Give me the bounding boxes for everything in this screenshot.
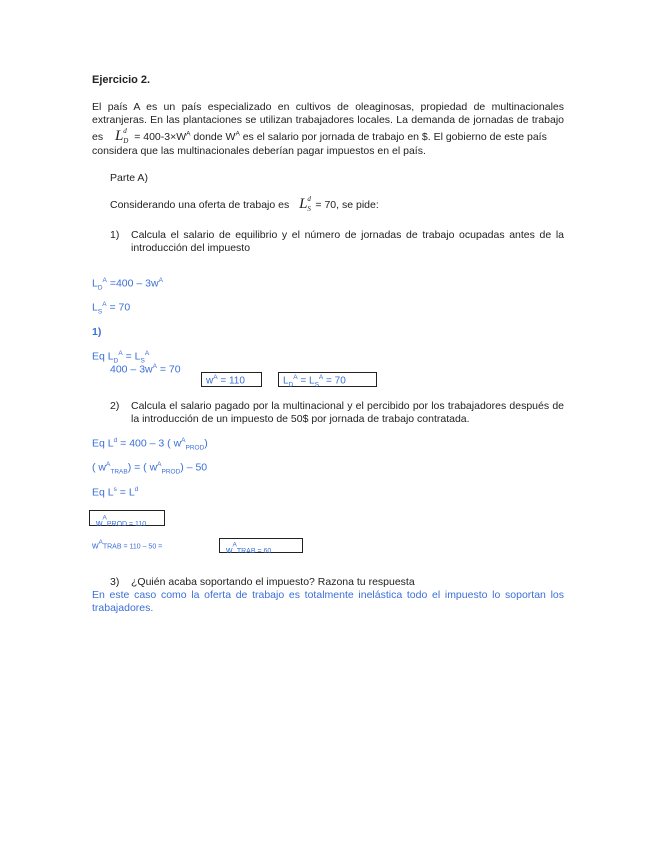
prod-wage-box: $w^APROD = 110$: [89, 510, 165, 526]
box1-value: = 110: [220, 375, 245, 387]
q2-number: 2): [110, 400, 120, 412]
intro-line-1: El país A es un país especializado en cultivos de oleaginosas, propiedad de multinacionales: [92, 101, 564, 113]
offer-pre: Considerando una oferta de trabajo es: [110, 199, 290, 211]
eq2-sub2: PROD: [161, 468, 181, 476]
intro-line-3-mid: donde W: [190, 131, 236, 143]
intro-line-3: es L d D = $400-3\times W^A$ donde $W^A$ es el salario por jornada de trabajo en $. El gobierno de este país: [92, 127, 547, 146]
ld-equation: $L_D^A =400 - 3w^A$: [92, 277, 163, 292]
page-title: Ejercicio 2.: [92, 74, 151, 86]
q2-line-1: Calcula el salario pagado por la multinacional y el percibido por los trabajadores después de: [131, 400, 564, 412]
intro-line-2: extranjeras. En las plantaciones se utilizan trabajadores locales. La demanda de jornadas de trabajo: [92, 114, 564, 126]
box2-value: = 70: [326, 375, 346, 387]
offer-post: = 70, se pide:: [315, 199, 379, 211]
eq-line2-text: 400 – 3w: [110, 363, 153, 376]
eq2-open: ( w: [92, 461, 106, 474]
intro-line-3-post: es el salario por jornada de trabajo en $. El gobierno de este país: [239, 131, 547, 143]
intro-line-3-pre: es: [92, 131, 104, 143]
supply-symbol: L: [299, 196, 308, 212]
eq-line-2: $400 - 3w^A = 70$: [110, 363, 181, 376]
ls-equation: $L_S^A = 70$: [92, 301, 131, 316]
trab-wage-line: TRAB = 110 – 50 =: [102, 543, 163, 551]
q2-line-2: la introducción de un impuesto de 50$ por jornada de trabajo contratada.: [131, 413, 470, 425]
offer-statement: [110, 196, 379, 213]
ld-equation-text: =400 – 3w: [109, 277, 159, 290]
q3-number: 3): [110, 576, 120, 588]
box1-w: w: [206, 375, 214, 387]
equilibrium-wage-box: $w^A = 110$: [201, 372, 262, 387]
eq1-pre: Eq L: [92, 437, 114, 450]
q1-number: 1): [110, 229, 120, 241]
eq-wage-relation: ( $w^A_{TRAB}$) = ( $w^A_{PROD}) - 50$: [92, 461, 208, 476]
eq-line2-post: = 70: [156, 363, 181, 376]
answer1-label: 1): [92, 326, 102, 338]
q1-line-1: Calcula el salario de equilibrio y el número de jornadas de trabajo ocupadas antes de la: [131, 229, 564, 241]
eq3-post: = L: [116, 486, 135, 499]
eq-demand-tax: Eq $L^d = 400 - 3$ ( $w^A_{PROD}$): [92, 437, 208, 452]
trab-wage-value: TRAB = 60: [236, 548, 272, 555]
trab-wage-box: $w^ATRAB = 60$: [219, 538, 303, 553]
eq2-post: ) – 50: [180, 461, 208, 474]
eq1-post: = 400 – 3 ( w: [117, 437, 182, 450]
demand-symbol: L: [114, 128, 124, 144]
answer3-line-1: En este caso como la oferta de trabajo es totalmente inelástica todo el impuesto lo soportan los: [92, 589, 564, 601]
part-a-heading: Parte A): [110, 172, 148, 184]
demand-symbol-indices: d D: [123, 127, 129, 146]
eq-pre: Eq L: [92, 350, 114, 363]
eq1-close: ): [204, 437, 208, 450]
eq2-mid: ) = ( w: [127, 461, 158, 474]
q3-text: ¿Quién acaba soportando el impuesto? Razona tu respuesta: [131, 576, 415, 588]
eq3-pre: Eq L: [92, 486, 114, 499]
eq-equilibrium: Eq $L_D^A = L_S^A$: [92, 350, 150, 365]
eq-market-clearing: Eq $L^s = L^d$: [92, 486, 139, 499]
equilibrium-quantity-box: $L_D^A = L_S^A = 70$: [278, 372, 377, 387]
q1-line-2: introducción del impuesto: [131, 242, 251, 254]
ls-equation-text: = 70: [109, 301, 131, 314]
supply-symbol-indices: d S: [307, 195, 311, 214]
intro-line-3-formula: = 400-3×W: [134, 131, 187, 143]
eq1-sub: PROD: [185, 444, 205, 452]
eq-mid: = L: [122, 350, 141, 363]
intro-line-4: considera que las multinacionales deberían pagar impuestos en el país.: [92, 145, 426, 157]
prod-wage-value: PROD = 110: [106, 521, 147, 528]
eq2-sub1: TRAB: [110, 468, 128, 476]
trab-wage-calc: $w^ATRAB = 110 - 50$ =: [92, 539, 163, 551]
answer3-line-2: trabajadores.: [92, 602, 154, 614]
